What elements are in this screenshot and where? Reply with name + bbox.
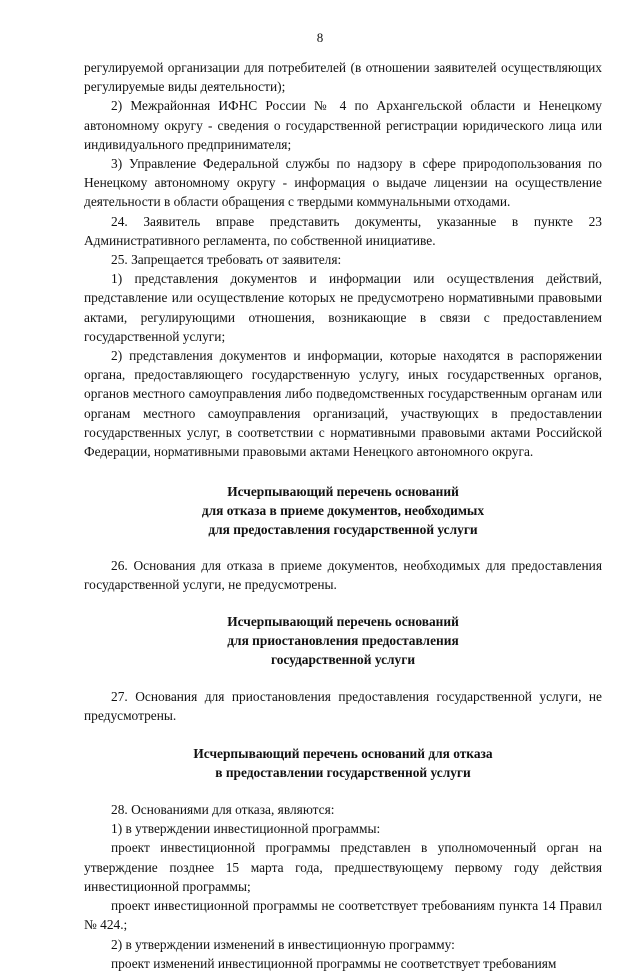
heading-line: для отказа в приеме документов, необходимых	[201, 503, 485, 519]
paragraph-28-item-2: 2) в утверждении изменений в инвестиционную программу:	[111, 936, 455, 952]
paragraph-item-2: 2) Межрайонная ИФНС России № 4 по Архангельской области и Ненецкому автономному округу - сведения о государственной регистрации юридического лица или индивидуального предпринимателя;	[84, 98, 602, 152]
paragraph-25-item-2: 2) представления документов и информации, которые находятся в распоряжении органа, предоставляющего государственную услугу, иных государственных органов, органов местного самоуправления либо подведомственных государственным органам или органам местного самоуправления организаций, участвующих в предоставлении государственных услуг, в соответствии с нормативными правовыми актами Российской Федерации, нормативными правовыми актами Ненецкого автономного округа.	[84, 348, 602, 460]
section-heading-suspension	[84, 612, 602, 669]
paragraph-28-item-2-a: проект изменений инвестиционной программы не соответствует требованиям	[111, 955, 557, 971]
section-heading-refusal-documents	[84, 482, 602, 539]
section-heading-refusal-service	[84, 744, 602, 782]
document-body	[84, 58, 602, 973]
paragraph-item-3: 3) Управление Федеральной службы по надзору в сфере природопользования по Ненецкому автономному округу - информация о выдаче лицензии на осуществление деятельности в области обращения с твердыми коммунальными отходами.	[84, 156, 602, 210]
heading-line: Исчерпывающий перечень оснований	[227, 613, 459, 629]
heading-line: Исчерпывающий перечень оснований	[227, 484, 459, 500]
paragraph-25: 25. Запрещается требовать от заявителя:	[111, 252, 342, 268]
paragraph-27: 27. Основания для приостановления предоставления государственной услуги, не предусмотрены.	[84, 688, 602, 723]
heading-line: государственной услуги	[270, 651, 416, 667]
heading-line: в предоставлении государственной услуги	[215, 765, 471, 781]
heading-line: для предоставления государственной услуги	[208, 522, 478, 538]
paragraph-28: 28. Основаниями для отказа, являются:	[111, 802, 335, 818]
paragraph-28-item-1: 1) в утверждении инвестиционной программы:	[111, 821, 381, 837]
paragraph-28-item-1-b: проект инвестиционной программы не соответствует требованиям пункта 14 Правил № 424.;	[84, 898, 602, 933]
paragraph-24: 24. Заявитель вправе представить документы, указанные в пункте 23 Административного регламента, по собственной инициативе.	[84, 213, 602, 248]
page-number: 8	[316, 30, 324, 45]
heading-line: Исчерпывающий перечень оснований для отказа	[193, 746, 493, 762]
paragraph-25-item-1: 1) представления документов и информации или осуществления действий, представление или осуществление которых не предусмотрено нормативными правовыми актами, регулирующими отношения, возникающие в связи с предоставлением государственной услуги;	[84, 271, 602, 344]
paragraph-continuation: регулируемой организации для потребителей (в отношении заявителей осуществляющих регулируемые виды деятельности);	[84, 60, 602, 95]
heading-line: для приостановления предоставления	[227, 632, 459, 648]
paragraph-28-item-1-a: проект инвестиционной программы представлен в уполномоченный орган на утверждение позднее 15 марта года, предшествующему первому году действия инвестиционной программы;	[84, 840, 602, 894]
paragraph-26: 26. Основания для отказа в приеме документов, необходимых для предоставления государственной услуги, не предусмотрены.	[84, 558, 602, 593]
